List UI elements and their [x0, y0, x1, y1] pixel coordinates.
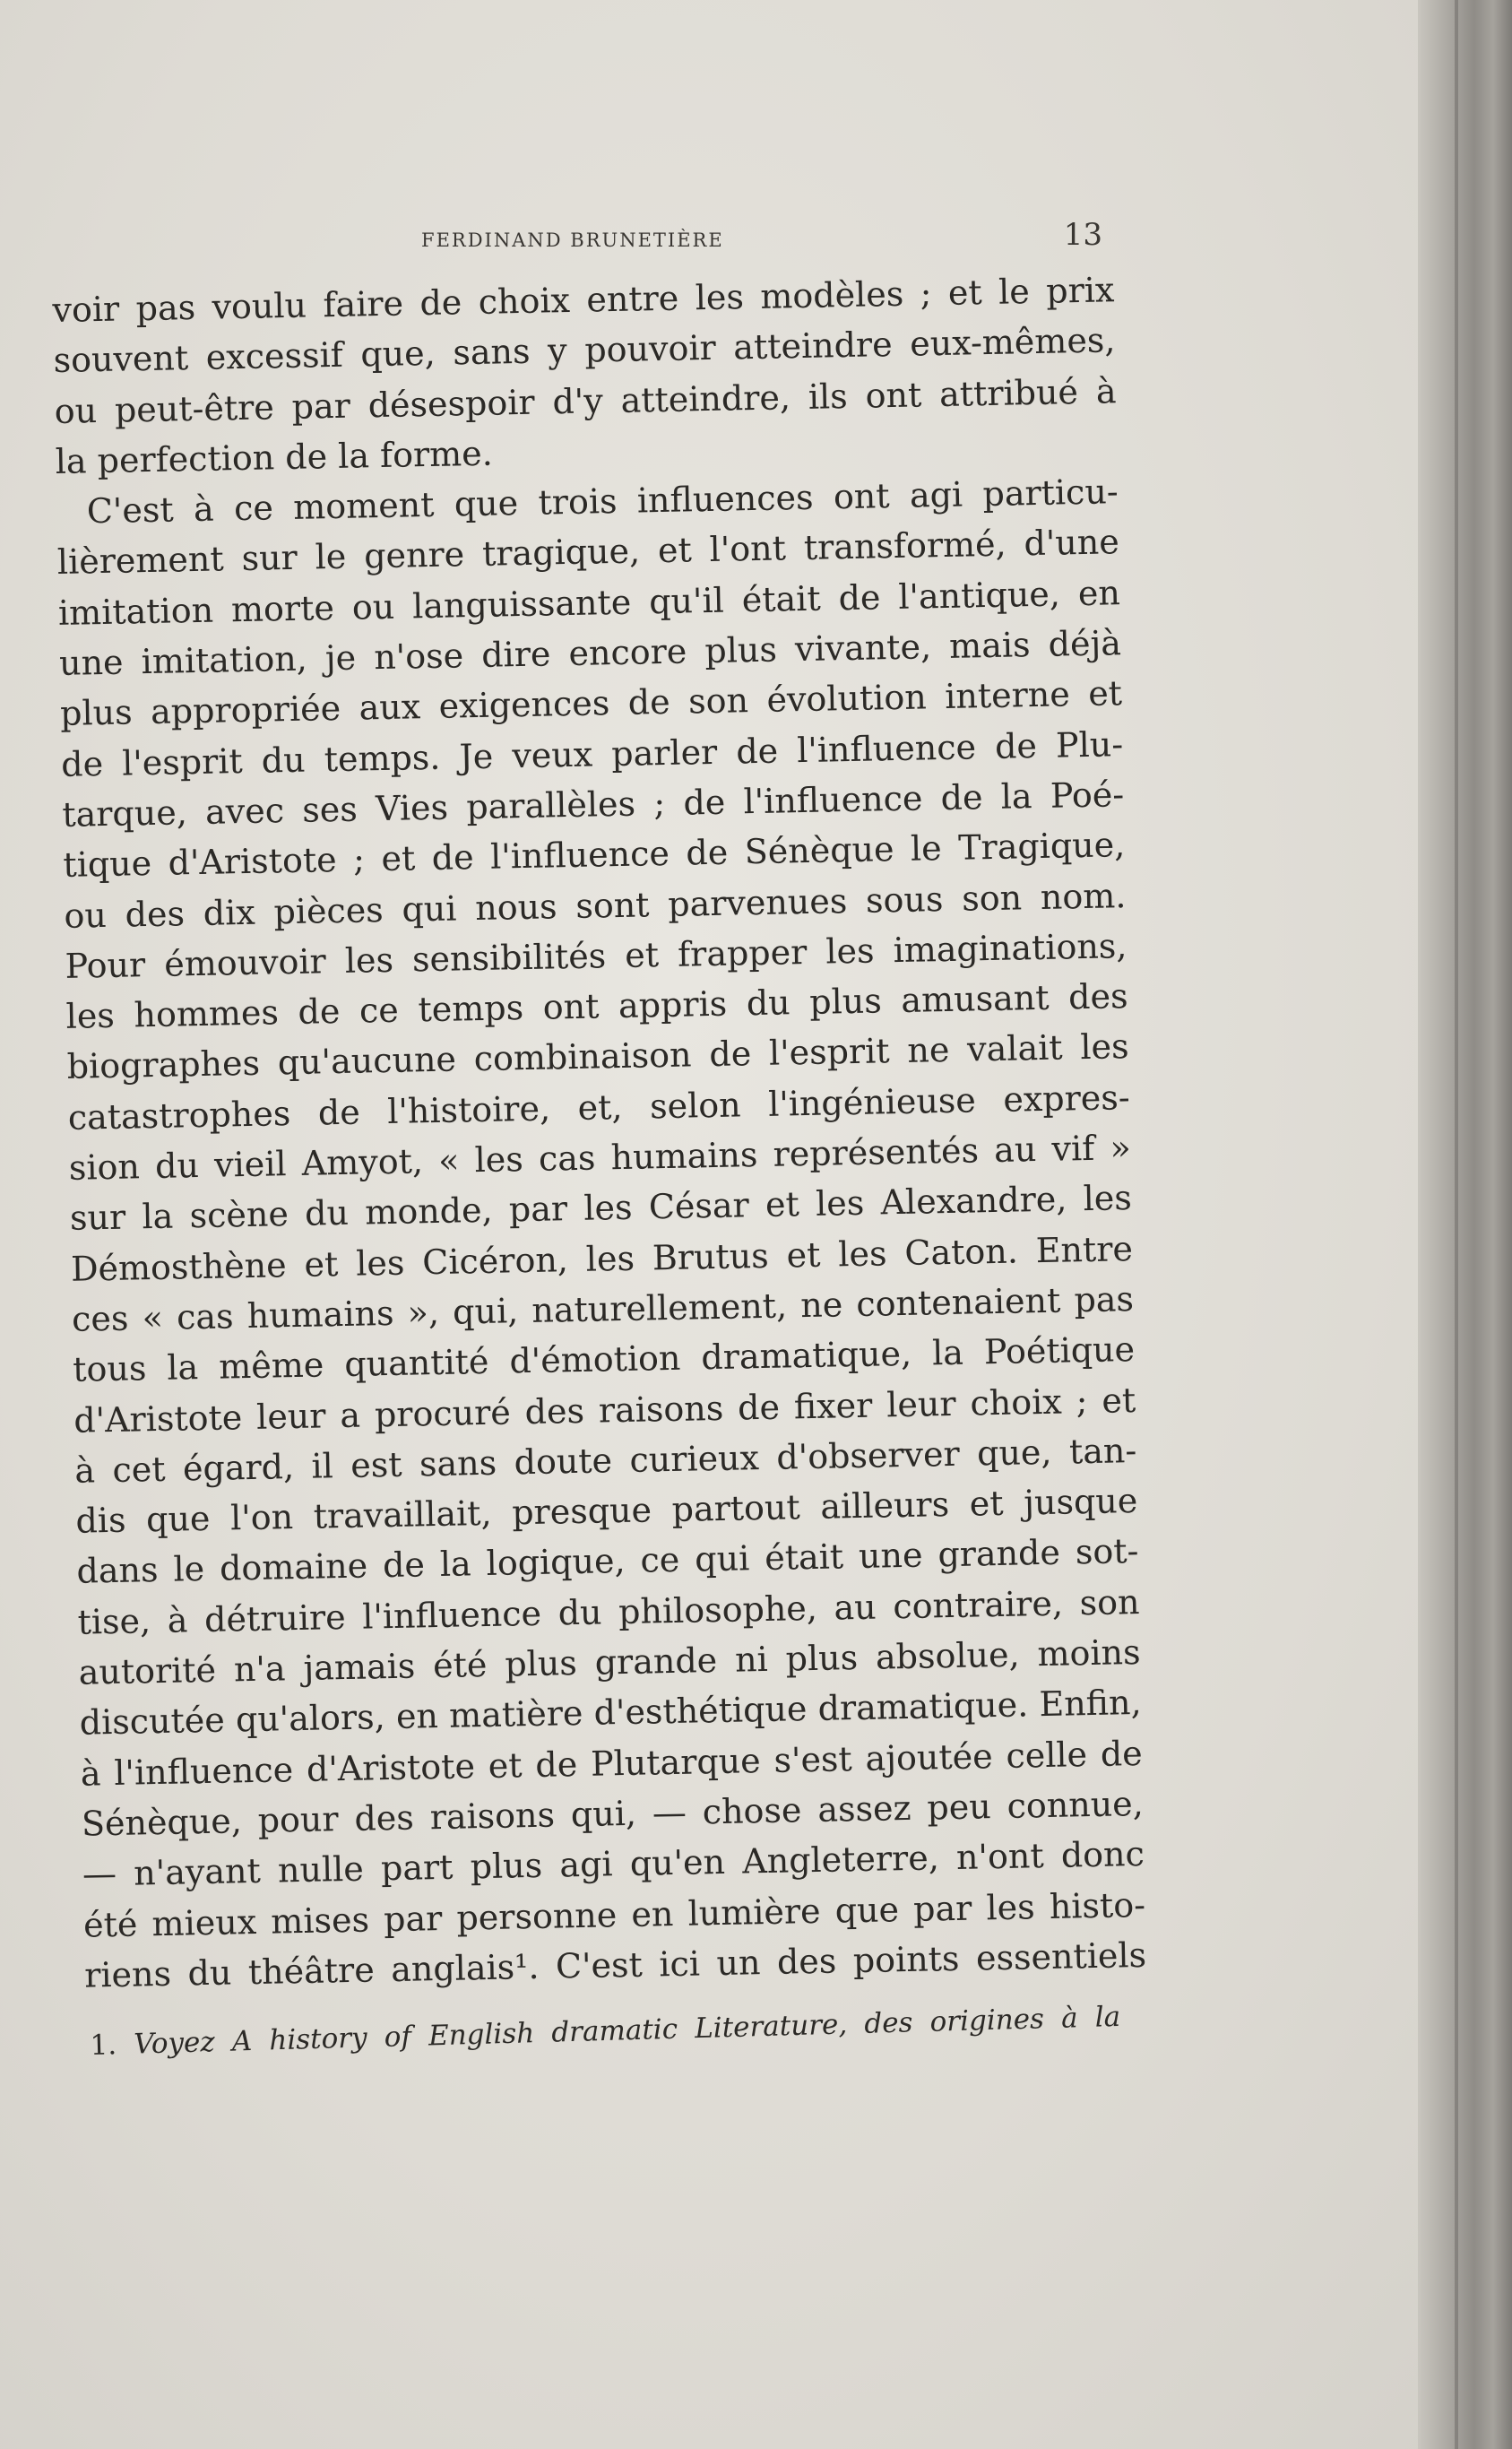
text-line: été mieux mises par personne en lumière que par les histo-	[82, 1884, 1146, 1945]
text-line: riens du théâtre anglais¹. C'est ici un des points essentiels	[83, 1934, 1147, 1995]
text-line: à l'influence d'Aristote et de Plutarque s'est ajoutée celle de	[80, 1733, 1144, 1794]
text-line: Sénèque, pour des raisons qui, — chose assez peu connue,	[81, 1783, 1145, 1844]
text-line: imitation morte ou languissante qu'il était de l'antique, en	[57, 572, 1121, 633]
text-line: C'est à ce moment que trois influences ont agi particu-	[86, 472, 1119, 532]
text-line: dis que l'on travaillait, presque partout ailleurs et jusque	[75, 1481, 1138, 1541]
text-line: une imitation, je n'ose dire encore plus vivante, mais déjà	[58, 623, 1122, 683]
text-line: la perfection de la forme.	[55, 433, 494, 481]
text-line: dans le domaine de la logique, ce qui était une grande sot-	[76, 1531, 1139, 1592]
text-line: ces « cas humains », qui, naturellement, ne contenaient pas	[71, 1278, 1135, 1339]
text-line: tous la même quantité d'émotion dramatique, la Poétique	[72, 1329, 1136, 1390]
text-line: ou peut-être par désespoir d'y atteindre, ils ont attribué à	[54, 370, 1117, 431]
footnote-text: Voyez A history of English dramatic Literature, des origines à la	[133, 2000, 1121, 2061]
text-line: tique d'Aristote ; et de l'influence de Sénèque le Tragique,	[63, 825, 1126, 886]
running-title: FERDINAND BRUNETIÈRE	[421, 229, 724, 251]
page-edge-line	[1455, 0, 1458, 2449]
text-line: Démosthène et les Cicéron, les Brutus et les Caton. Entre	[70, 1228, 1134, 1289]
text-line: ou des dix pièces qui nous sont parvenues sous son nom.	[64, 875, 1127, 936]
text-line: discutée qu'alors, en matière d'esthétique dramatique. Enfin,	[79, 1683, 1143, 1744]
text-line: plus appropriée aux exigences de son évolution interne et	[59, 673, 1123, 734]
text-line: autorité n'a jamais été plus grande ni plus absolue, moins	[78, 1631, 1141, 1692]
text-line: de l'esprit du temps. Je veux parler de l'influence de Plu-	[60, 723, 1124, 784]
text-line: voir pas voulu faire de choix entre les modèles ; et le prix	[52, 270, 1115, 330]
text-line: à cet égard, il est sans doute curieux d'observer que, tan-	[73, 1430, 1137, 1491]
footnote-marker: 1.	[90, 2029, 117, 2062]
text-line: tise, à détruire l'influence du philosophe, au contraire, son	[77, 1581, 1140, 1642]
page-number: 13	[1063, 217, 1102, 253]
text-line: — n'ayant nulle part plus agi qu'en Angleterre, n'ont donc	[82, 1834, 1145, 1894]
main-text-block	[52, 264, 1147, 2000]
page-header	[421, 217, 1102, 262]
text-line: lièrement sur le genre tragique, et l'ont transformé, d'une	[56, 522, 1120, 583]
text-line: d'Aristote leur a procuré des raisons de fixer leur choix ; et	[73, 1380, 1136, 1441]
text-line: tarque, avec ses Vies parallèles ; de l'influence de la Poé-	[61, 775, 1125, 835]
text-line: souvent excessif que, sans y pouvoir atteindre eux-mêmes,	[53, 320, 1116, 381]
book-gutter-shadow	[1418, 0, 1512, 2449]
text-line: sion du vieil Amyot, « les cas humains représentés au vif »	[68, 1128, 1132, 1188]
text-line: Pour émouvoir les sensibilités et frapper les imaginations,	[65, 925, 1128, 986]
text-line: sur la scène du monde, par les César et les Alexandre, les	[69, 1178, 1133, 1239]
text-line: catastrophes de l'histoire, et, selon l'ingénieuse expres-	[67, 1077, 1131, 1138]
text-line: les hommes de ce temps ont appris du plus amusant des	[65, 976, 1128, 1037]
text-line: biographes qu'aucune combinaison de l'esprit ne valait les	[66, 1026, 1129, 1087]
footnote	[90, 1999, 1121, 2064]
